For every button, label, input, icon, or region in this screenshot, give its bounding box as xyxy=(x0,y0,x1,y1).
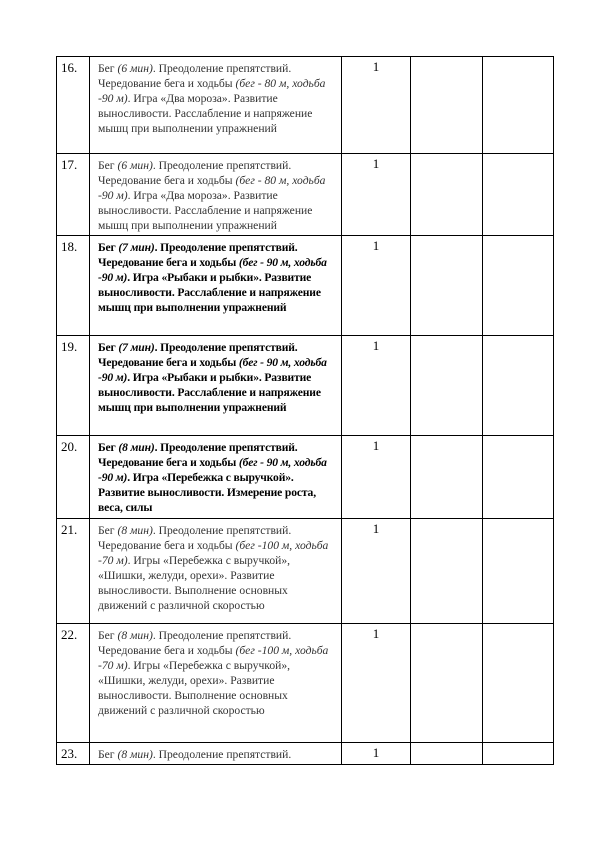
topic-italic-fragment: (8 мин) xyxy=(117,524,153,537)
topic-text-fragment: Бег xyxy=(98,62,118,75)
topic-italic-fragment: (бег - 80 м, ходьба -90 м) xyxy=(98,77,326,105)
lesson-number-cell: 18. xyxy=(57,236,90,336)
topic-italic-fragment: (7 мин) xyxy=(118,241,155,254)
topic-text-fragment: Бег xyxy=(98,241,119,254)
date-fact-cell xyxy=(483,236,554,336)
table-row xyxy=(57,236,554,336)
topic-italic-fragment: (бег -100 м, ходьба -70 м) xyxy=(98,539,329,567)
lesson-number-cell: 20. xyxy=(57,436,90,519)
lesson-topic-cell xyxy=(90,57,342,154)
table-row xyxy=(57,154,554,236)
topic-text-fragment: Бег xyxy=(98,748,118,761)
topic-italic-fragment: (бег -100 м, ходьба -70 м) xyxy=(98,644,329,672)
lesson-number-cell: 21. xyxy=(57,519,90,624)
topic-text-fragment: . Преодоление препятствий. Чередование бега и ходьбы xyxy=(98,341,298,369)
topic-text-fragment: Бег xyxy=(98,341,119,354)
topic-italic-fragment: (8 мин) xyxy=(117,629,153,642)
hours-cell: 1 xyxy=(342,436,411,519)
date-fact-cell xyxy=(483,519,554,624)
hours-cell: 1 xyxy=(342,154,411,236)
topic-italic-fragment: (бег - 90 м, ходьба -90 м) xyxy=(98,456,327,484)
date-fact-cell xyxy=(483,436,554,519)
topic-text-fragment: Бег xyxy=(98,159,118,172)
date-plan-cell xyxy=(411,154,483,236)
table-row xyxy=(57,57,554,154)
topic-text-fragment: . Игра «Два мороза». Развитие выносливости. Расслабление и напряжение мышц при выполнении упражнений xyxy=(98,189,313,232)
topic-text-fragment: . Преодоление препятствий. xyxy=(152,748,292,761)
date-plan-cell xyxy=(411,57,483,154)
date-fact-cell xyxy=(483,336,554,436)
topic-text-fragment: . Преодоление препятствий. Чередование бега и ходьбы xyxy=(98,524,292,552)
table-row xyxy=(57,519,554,624)
date-fact-cell xyxy=(483,624,554,743)
lesson-plan-table xyxy=(56,56,554,765)
date-plan-cell xyxy=(411,624,483,743)
hours-cell: 1 xyxy=(342,336,411,436)
topic-italic-fragment: (8 мин) xyxy=(117,748,153,761)
topic-italic-fragment: (8 мин) xyxy=(118,441,155,454)
topic-text-fragment: . Игры «Перебежка с выручкой», «Шишки, желуди, орехи». Развитие выносливости. Выполнение основных движений с различной скоростью xyxy=(98,554,291,612)
hours-cell: 1 xyxy=(342,743,411,765)
topic-text-fragment: . Преодоление препятствий. Чередование бега и ходьбы xyxy=(98,441,298,469)
lesson-number-cell: 17. xyxy=(57,154,90,236)
topic-text-fragment: . Игра «Два мороза». Развитие выносливости. Расслабление и напряжение мышц при выполнении упражнений xyxy=(98,92,313,135)
topic-text-fragment: . Преодоление препятствий. Чередование бега и ходьбы xyxy=(98,629,292,657)
table-row xyxy=(57,624,554,743)
lesson-topic-cell xyxy=(90,743,342,765)
table-body xyxy=(57,57,554,765)
date-plan-cell xyxy=(411,743,483,765)
lesson-number-cell: 16. xyxy=(57,57,90,154)
topic-text-fragment: . Преодоление препятствий. Чередование бега и ходьбы xyxy=(98,241,298,269)
hours-cell: 1 xyxy=(342,57,411,154)
topic-text-fragment: . Преодоление препятствий. Чередование бега и ходьбы xyxy=(98,159,292,187)
table-row xyxy=(57,743,554,765)
date-plan-cell xyxy=(411,236,483,336)
topic-text-fragment: Бег xyxy=(98,441,119,454)
hours-cell: 1 xyxy=(342,519,411,624)
topic-italic-fragment: (бег - 80 м, ходьба -90 м) xyxy=(98,174,326,202)
topic-italic-fragment: (бег - 90 м, ходьба -90 м) xyxy=(98,356,327,384)
topic-italic-fragment: (бег - 90 м, ходьба -90 м) xyxy=(98,256,327,284)
topic-italic-fragment: (6 мин) xyxy=(117,159,153,172)
date-plan-cell xyxy=(411,436,483,519)
table-row xyxy=(57,336,554,436)
lesson-topic-cell xyxy=(90,519,342,624)
topic-italic-fragment: (6 мин) xyxy=(117,62,153,75)
date-plan-cell xyxy=(411,336,483,436)
topic-italic-fragment: (7 мин) xyxy=(118,341,155,354)
lesson-number-cell: 23. xyxy=(57,743,90,765)
topic-text-fragment: . Игра «Рыбаки и рыбки». Развитие выносливости. Расслабление и напряжение мышц при выполнении упражнений xyxy=(98,271,321,314)
lesson-topic-cell xyxy=(90,624,342,743)
lesson-topic-cell xyxy=(90,154,342,236)
lesson-topic-cell xyxy=(90,436,342,519)
lesson-number-cell: 22. xyxy=(57,624,90,743)
date-plan-cell xyxy=(411,519,483,624)
topic-text-fragment: Бег xyxy=(98,524,118,537)
topic-text-fragment: Бег xyxy=(98,629,118,642)
table-row xyxy=(57,436,554,519)
lesson-topic-cell xyxy=(90,336,342,436)
topic-text-fragment: . Игра «Перебежка с выручкой». Развитие выносливости. Измерение роста, веса, силы xyxy=(98,471,316,514)
topic-text-fragment: . Игры «Перебежка с выручкой», «Шишки, желуди, орехи». Развитие выносливости. Выполнение основных движений с различной скоростью xyxy=(98,659,291,717)
date-fact-cell xyxy=(483,154,554,236)
date-fact-cell xyxy=(483,743,554,765)
topic-text-fragment: . Преодоление препятствий. Чередование бега и ходьбы xyxy=(98,62,292,90)
hours-cell: 1 xyxy=(342,624,411,743)
lesson-number-cell: 19. xyxy=(57,336,90,436)
lesson-topic-cell xyxy=(90,236,342,336)
hours-cell: 1 xyxy=(342,236,411,336)
date-fact-cell xyxy=(483,57,554,154)
topic-text-fragment: . Игра «Рыбаки и рыбки». Развитие выносливости. Расслабление и напряжение мышц при выполнении упражнений xyxy=(98,371,321,414)
